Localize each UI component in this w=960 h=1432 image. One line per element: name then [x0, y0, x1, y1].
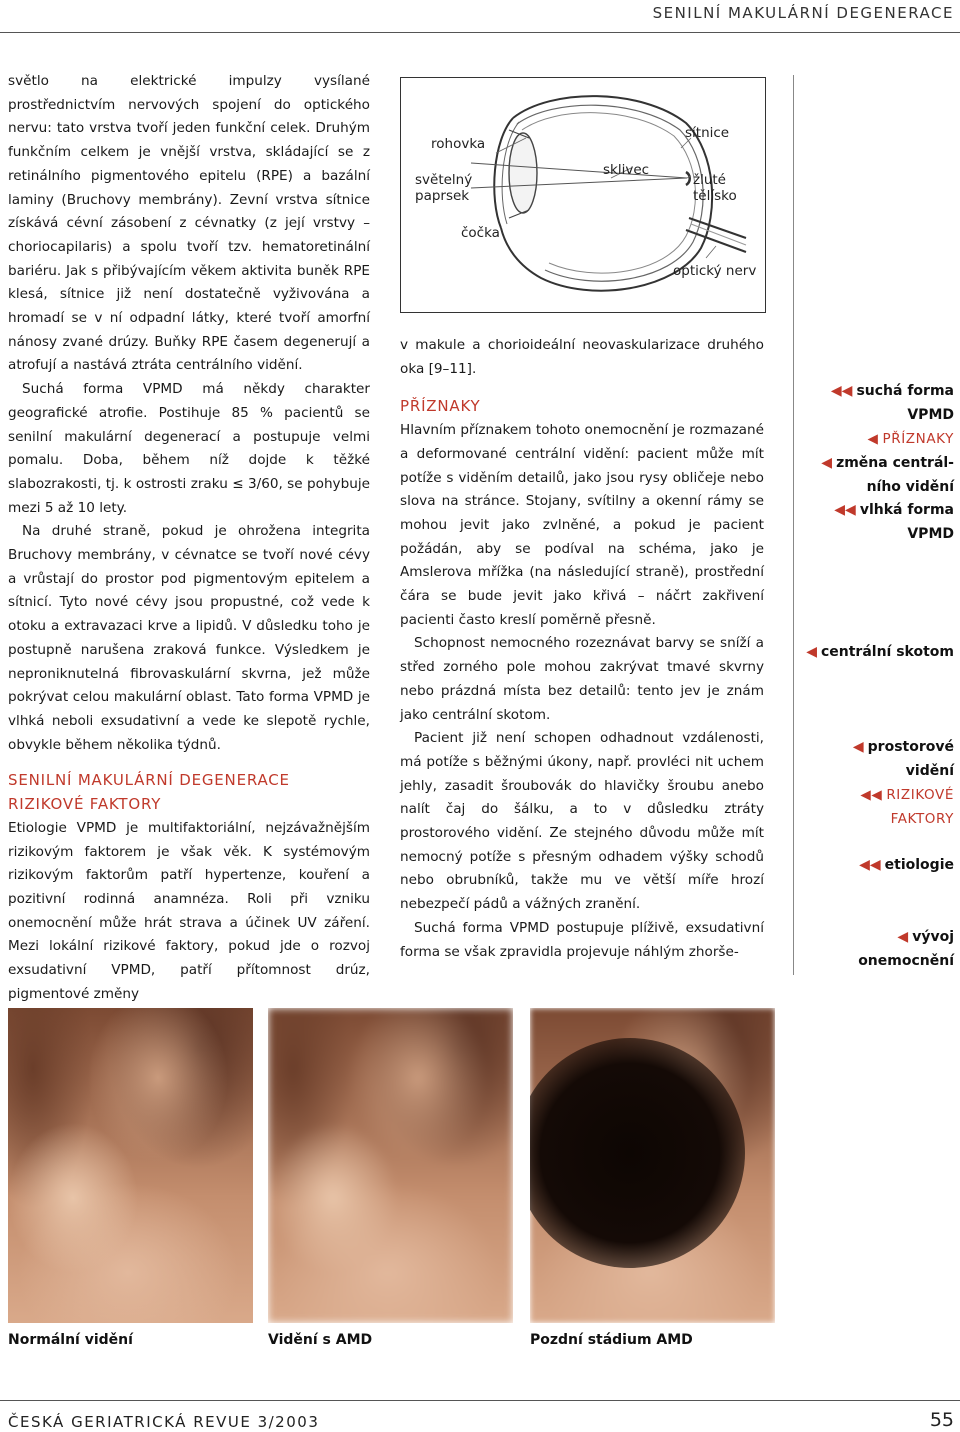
- sidebar-keyword-etiologie: ◀◀ etiologie: [859, 857, 954, 873]
- double-arrow-icon: ◀◀: [830, 383, 853, 399]
- caption-late-stage-amd: Pozdní stádium AMD: [530, 1332, 693, 1348]
- middle-paragraph-3: Schopnost nemocného rozeznávat barvy se sníží a střed zorného pole mohou zakrývat tmavé skvrny nebo prázdná místa bez detailů: tento jev je znám jako centrální skotom.: [400, 635, 764, 723]
- label-zlute-telisko: žluté tělísko: [693, 172, 737, 204]
- header-rule: [0, 32, 960, 33]
- label-cocka: čočka: [461, 225, 500, 241]
- page-number: 55: [929, 1409, 954, 1431]
- sidebar-keyword-centralni-skotom: ◀ centrální skotom: [806, 644, 954, 660]
- middle-paragraph-2: Hlavním příznakem tohoto onemocnění je rozmazané a deformované centrální vidění: pacient může mít potíže s viděním detailů, jako jsou rysy obličeje nebo slova na stránce. Stojany, svítilny a okenní rámy se mohou jevit jako zvlněné, a pokud je pacient požádán, aby se podíval na schéma, jako je Amslerova mřížka (na následující straně), prostřední čára se bude jevit jako křivá – náčrt zakřivení pacienti často kreslí poměrně přesně.: [400, 422, 764, 628]
- photo-late-stage-amd: [530, 1008, 775, 1323]
- left-column: [8, 70, 370, 1006]
- section-title-symptoms: PŘÍZNAKY: [400, 397, 481, 416]
- arrow-icon: ◀: [821, 455, 833, 471]
- running-title: SENILNÍ MAKULÁRNÍ DEGENERACE: [652, 4, 954, 22]
- sidebar-keyword-vyvoj-onemocneni: ◀ vývoj onemocnění: [858, 929, 954, 969]
- sidebar-keyword-priznaky: ◀ PŘÍZNAKY: [867, 431, 954, 447]
- eye-diagram: [400, 77, 766, 313]
- label-sklivec: sklivec: [603, 162, 650, 178]
- journal-name: ČESKÁ GERIATRICKÁ REVUE 3/2003: [8, 1413, 320, 1431]
- caption-normal-vision: Normální vidění: [8, 1332, 133, 1348]
- middle-column: [400, 334, 764, 964]
- left-paragraph-4: Etiologie VPMD je multifaktoriální, nejzávažnějším rizikovým faktorem je však věk. K systémovým rizikovým faktorům patří hypertenze, kouření a pozitivní rodinná anamnéza. Roli při vzniku onemocnění může hrát strava a účinek UV záření. Mezi lokální rizikové faktory, pokud jde o rozvoj exsudativní VPMD, patří přítomnost drúz, pigmentové změny: [8, 819, 370, 1002]
- label-sitnice: sítnice: [685, 125, 730, 141]
- label-opticky-nerv: optický nerv: [673, 263, 757, 279]
- label-svetelny-paprsek: světelný paprsek: [415, 172, 473, 204]
- double-arrow-icon: ◀◀: [859, 857, 881, 873]
- section-title-line-2: RIZIKOVÉ FAKTORY: [8, 795, 162, 814]
- middle-paragraph-4: Pacient již není schopen odhadnout vzdálenosti, má potíže s běžnými úkony, např. provléci nit uchem jehly, zasadit šroubovák do hlavičky šroubu anebo nalít čaj do šálku, a to v důsledku ztráty prostorového vidění. Ze stejného důvodu může mít nemocný potíže s přesným odhadem výšky schodů nebo obrubníků, takže mu ve větší míře hrozí nebezpečí pádů a vážných zranění.: [400, 730, 764, 913]
- section-title-line-1: SENILNÍ MAKULÁRNÍ DEGENERACE: [8, 771, 290, 790]
- photo-amd-vision: [268, 1008, 513, 1323]
- arrow-icon: ◀: [867, 431, 879, 447]
- middle-paragraph-1: v makule a chorioideální neovaskularizace druhého oka [9–11].: [400, 337, 764, 377]
- photo-normal-vision: [8, 1008, 253, 1323]
- arrow-icon: ◀: [852, 739, 864, 755]
- footer-rule: [0, 1400, 960, 1401]
- double-arrow-icon: ◀◀: [834, 502, 856, 518]
- sidebar-keyword-zmena-centralniho-videni: ◀ změna centrál- ního vidění: [821, 455, 954, 495]
- double-arrow-icon: ◀◀: [860, 787, 883, 803]
- page-header: [0, 0, 960, 32]
- sidebar-keyword-prostorove-videni: ◀ prostorové vidění: [852, 739, 954, 779]
- left-paragraph-3: Na druhé straně, pokud je ohrožena integrita Bruchovy membrány, v cévnatce se tvoří nové cévy a vrůstají do prostor pod pigmentovým epitelem a sítnicí. Tyto nové cévy jsou propustné, což vede k otoku a extravazaci krve a lipidů. V důsledku toho je postupně narušena zraková funkce. Výsledkem je neproniknutelná fibrovaskulární skvrna, jež může pokrývat celou makulární oblast. Tato forma VPMD je vlhká neboli exsudativní a vede ke slepotě rychle, obvykle během několika týdnů.: [8, 523, 370, 753]
- section-title-risk-factors: [8, 769, 370, 816]
- middle-paragraph-5: Suchá forma VPMD postupuje plíživě, exsudativní forma se však zpravidla projevuje náhlým zhorše-: [400, 919, 764, 960]
- sidebar-keyword-vlhka-forma: ◀◀ vlhká forma VPMD: [834, 502, 954, 542]
- label-rohovka: rohovka: [431, 136, 486, 152]
- arrow-icon: ◀: [806, 644, 817, 660]
- caption-amd-vision: Vidění s AMD: [268, 1332, 373, 1348]
- sidebar-keyword-rizikove-faktory: ◀◀ RIZIKOVÉ FAKTORY: [860, 787, 954, 827]
- left-paragraph-2: Suchá forma VPMD má někdy charakter geografické atrofie. Postihuje 85 % pacientů se senilní makulární degenerací a postupuje velmi pomalu. Doba, během níž dojde k těžké slabozrakosti, tj. k ostrosti zraku ≤ 3/60, se pohybuje mezi 5 až 10 lety.: [8, 381, 370, 516]
- left-paragraph-1: světlo na elektrické impulzy vysílané prostřednictvím nervových spojení do optického nervu: tato vrstva tvoří jeden funkční celek. Druhým funkčním celkem je vnější vrstva, skládající se z retinálního pigmentového epitelu (RPE) a bazální laminy (Bruchovy membrány). Zevní vrstva sítnice získává cévní zásobení z cévnatky (z její vrstvy – choriocapilaris) a spolu tvoří tzv. hematoretinální bariéru. Jak s přibývajícím věkem aktivita buněk RPE klesá, sítnice již není dostatečně vyživována a hromadí se v ní odpadní látky, které tvoří amorfní nánosy zvané drúzy. Buňky RPE časem degenerují a atrofují a nastává ztráta centrálního vidění.: [8, 73, 370, 374]
- sidebar-keyword-sucha-forma: ◀◀ suchá forma VPMD: [830, 383, 954, 423]
- arrow-icon: ◀: [897, 929, 909, 945]
